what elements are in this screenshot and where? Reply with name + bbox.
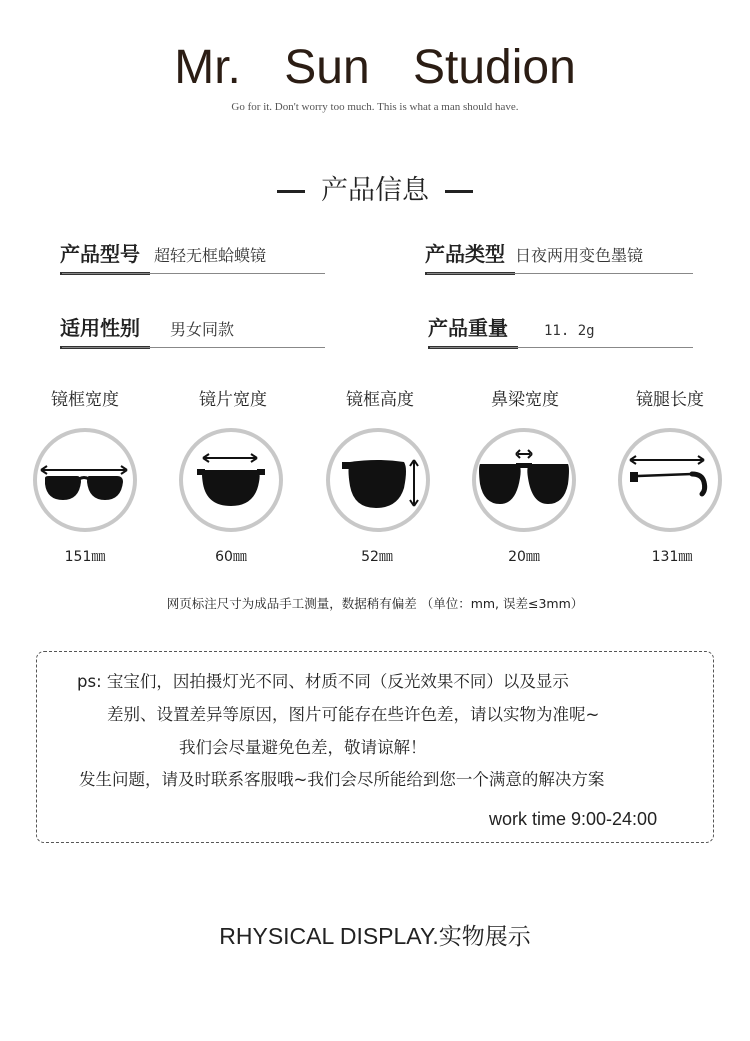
measure-label: 镜框高度 <box>346 390 414 410</box>
info-model-label: 产品型号 <box>60 242 140 266</box>
underline <box>62 347 325 348</box>
brand-slogan: Go for it. Don't worry too much. This is what a man should have. <box>231 101 519 113</box>
measure-value-bridge-width: 20㎜ <box>508 549 540 565</box>
bridge-width-icon <box>472 428 576 532</box>
measure-frame-width <box>25 385 145 410</box>
frame-height-icon <box>326 428 430 532</box>
measure-temple-length <box>610 385 730 410</box>
ps-line-4: 发生问题，请及时联系客服哦~我们会尽所能给到您一个满意的解决方案 <box>79 770 605 789</box>
info-weight-label: 产品重量 <box>428 316 508 340</box>
underline <box>62 273 325 274</box>
measure-value-temple-length: 131㎜ <box>651 549 693 565</box>
lens-width-icon <box>179 428 283 532</box>
info-gender-value: 男女同款 <box>170 320 235 339</box>
title-dash-right <box>445 190 473 193</box>
measure-value-lens-width: 60㎜ <box>215 549 247 565</box>
measure-label: 鼻梁宽度 <box>491 390 559 410</box>
info-type <box>425 238 693 278</box>
ps-notice-box <box>36 651 714 843</box>
measure-label: 镜腿长度 <box>636 390 704 410</box>
section-title <box>0 168 750 207</box>
display-title: RHYSICAL DISPLAY.实物展示 <box>219 923 531 949</box>
measurement-note: 网页标注尺寸为成品手工测量，数据稍有偏差 （单位：mm, 误差≤3mm） <box>166 596 584 611</box>
work-time: work time 9:00-24:00 <box>489 809 658 829</box>
info-type-value: 日夜两用变色墨镜 <box>515 246 644 265</box>
section-title-text: 产品信息 <box>321 175 429 206</box>
measure-value-frame-height: 52㎜ <box>361 549 393 565</box>
info-type-label: 产品类型 <box>425 242 505 266</box>
measure-lens-width <box>173 385 293 410</box>
title-dash-left <box>277 190 305 193</box>
info-model <box>60 238 325 278</box>
info-weight-value: 11. 2g <box>544 323 595 339</box>
underline <box>430 347 693 348</box>
temple-length-icon <box>618 428 722 532</box>
ps-line-1: ps: 宝宝们，因拍摄灯光不同、材质不同（反光效果不同）以及显示 <box>77 672 569 691</box>
info-gender <box>60 312 325 352</box>
measure-bridge-width <box>465 385 585 410</box>
ps-line-3: 我们会尽量避免色差，敬请谅解！ <box>179 738 427 757</box>
frame-width-icon <box>33 428 137 532</box>
info-model-value: 超轻无框蛤蟆镜 <box>154 246 267 265</box>
info-gender-label: 适用性别 <box>60 316 140 340</box>
measure-value-frame-width: 151㎜ <box>64 549 106 565</box>
measure-frame-height <box>320 385 440 410</box>
brand-title: Mr. Sun Studion <box>174 41 576 94</box>
measure-label: 镜框宽度 <box>51 390 119 410</box>
measure-label: 镜片宽度 <box>199 390 267 410</box>
info-weight <box>428 312 693 352</box>
ps-line-2: 差别、设置差异等原因，图片可能存在些许色差，请以实物为准呢~ <box>107 705 600 724</box>
underline <box>427 273 693 274</box>
